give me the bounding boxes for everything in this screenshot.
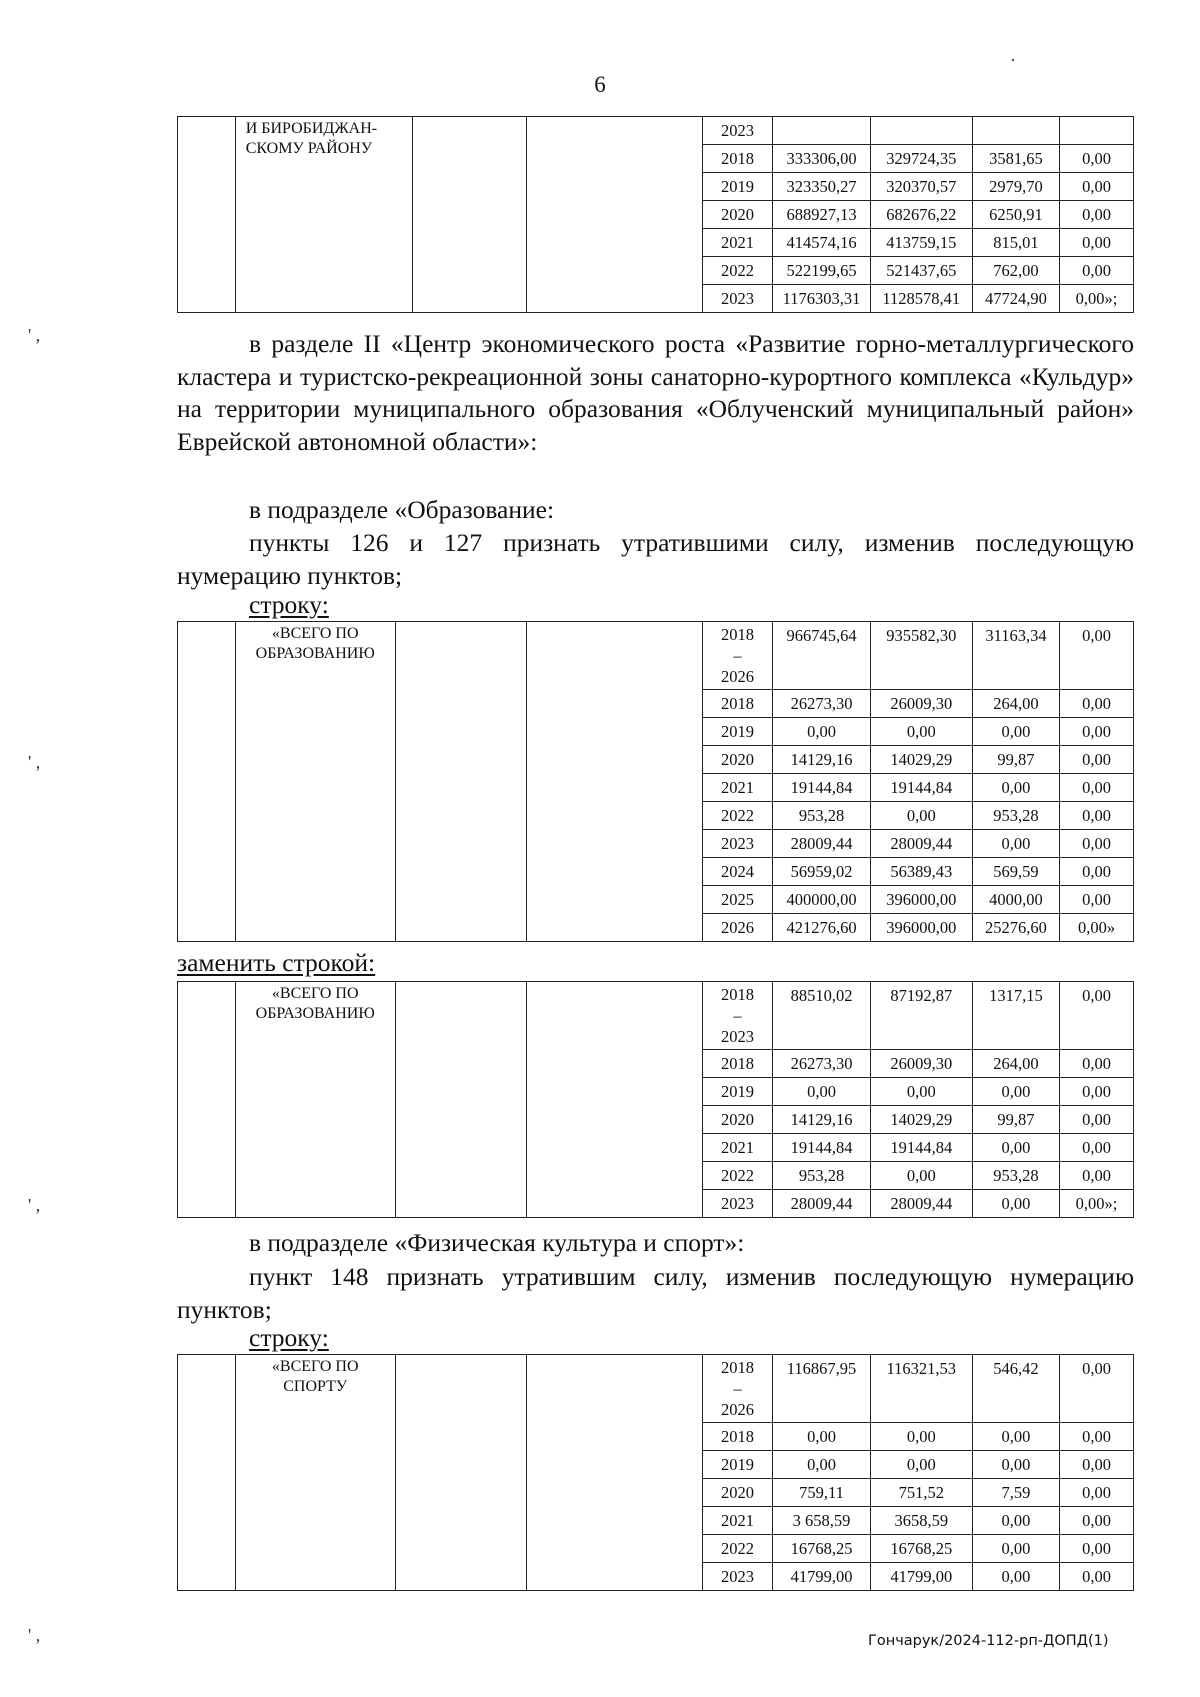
value-cell-v1: 26273,30 xyxy=(773,690,870,718)
source-cell xyxy=(527,1355,702,1591)
year-cell: 2020 xyxy=(702,1479,773,1507)
value-cell-v4: 0,00 xyxy=(1060,1535,1134,1563)
name-line: «ВСЕГО ПО xyxy=(271,625,359,642)
value-cell-v2: 320370,57 xyxy=(870,173,972,201)
scan-speck: ' , xyxy=(28,1625,41,1645)
value-cell-v3: 264,00 xyxy=(972,1050,1059,1078)
name-line: «ВСЕГО ПО xyxy=(271,985,359,1002)
value-cell-v2: 26009,30 xyxy=(870,1050,972,1078)
number-cell xyxy=(178,117,236,313)
value-cell-v4: 0,00»; xyxy=(1060,1190,1134,1218)
value-cell-v1: 966745,64 xyxy=(773,622,870,690)
subsection-sport-heading: в подразделе «Физическая культура и спорт»: xyxy=(249,1228,745,1257)
value-cell-v2: 0,00 xyxy=(870,1451,972,1479)
value-cell-v2: 19144,84 xyxy=(870,1134,972,1162)
scan-speck: ' , xyxy=(28,1195,41,1215)
value-cell-v2: 0,00 xyxy=(870,1078,972,1106)
value-cell-v2: 56389,43 xyxy=(870,858,972,886)
year-cell: 2021 xyxy=(702,229,773,257)
value-cell-v1: 16768,25 xyxy=(773,1535,870,1563)
value-cell-v2: 329724,35 xyxy=(870,145,972,173)
value-cell-v1: 56959,02 xyxy=(773,858,870,886)
period-cell xyxy=(702,1355,773,1423)
value-cell-v1: 19144,84 xyxy=(773,1134,870,1162)
value-cell-v3: 4000,00 xyxy=(972,886,1059,914)
value-cell-v2: 0,00 xyxy=(870,1423,972,1451)
value-cell-v4: 0,00 xyxy=(1060,173,1134,201)
value-cell-v2: 1128578,41 xyxy=(870,285,972,313)
year-cell: 2018 xyxy=(702,1050,773,1078)
value-cell-v3: 0,00 xyxy=(972,1423,1059,1451)
value-cell-v3: 569,59 xyxy=(972,858,1059,886)
year-cell: 2023 xyxy=(702,830,773,858)
executor-cell xyxy=(395,982,527,1218)
name-line: ОБРАЗОВАНИЮ xyxy=(255,1005,375,1022)
year-cell: 2020 xyxy=(702,1106,773,1134)
value-cell-v2: 3658,59 xyxy=(870,1507,972,1535)
value-cell-v3: 0,00 xyxy=(972,1078,1059,1106)
value-cell-v3: 0,00 xyxy=(972,1451,1059,1479)
value-cell-v4: 0,00 xyxy=(1060,982,1134,1050)
value-cell-v4: 0,00 xyxy=(1060,802,1134,830)
name-cell xyxy=(235,982,395,1218)
value-cell-v3: 0,00 xyxy=(972,774,1059,802)
section-ii-paragraph: в разделе II «Центр экономического роста «Развитие горно-металлургического кластера и туристско-рекреационной зоны санаторно-курортного комплекса «Кульдур» на территории муниципального образования «Облученский муниципальный район» Еврейской автономной области»: xyxy=(177,329,1134,456)
points-sport-paragraph: пункт 148 признать утратившим силу, изменив последующую нумерацию пунктов; xyxy=(177,1262,1134,1324)
source-cell xyxy=(527,622,702,942)
value-cell-v4: 0,00 xyxy=(1060,622,1134,690)
year-cell: 2020 xyxy=(702,201,773,229)
education-total-table-old xyxy=(177,621,1134,942)
period-line: 2018 xyxy=(720,985,754,1004)
name-cell xyxy=(235,117,412,313)
value-cell-v1: 1176303,31 xyxy=(773,285,870,313)
line-label: строку: xyxy=(249,590,329,619)
year-cell: 2022 xyxy=(702,257,773,285)
number-cell xyxy=(178,1355,236,1591)
name-cell xyxy=(235,622,395,942)
name-line: И БИРОБИДЖАН- xyxy=(245,120,378,137)
value-cell-v1: 14129,16 xyxy=(773,1106,870,1134)
year-cell: 2018 xyxy=(702,690,773,718)
year-cell: 2018 xyxy=(702,145,773,173)
value-cell-v4: 0,00 xyxy=(1060,886,1134,914)
value-cell-v4: 0,00 xyxy=(1060,1479,1134,1507)
table-row xyxy=(178,622,1134,690)
year-cell: 2023 xyxy=(702,117,773,145)
value-cell-v3: 2979,70 xyxy=(972,173,1059,201)
source-cell xyxy=(527,982,702,1218)
period-line: 2018 xyxy=(720,625,754,644)
year-cell: 2023 xyxy=(702,1563,773,1591)
value-cell-v1: 14129,16 xyxy=(773,746,870,774)
value-cell-v3: 264,00 xyxy=(972,690,1059,718)
period-line: – xyxy=(733,1379,742,1398)
value-cell-v2: 682676,22 xyxy=(870,201,972,229)
value-cell-v1: 19144,84 xyxy=(773,774,870,802)
value-cell-v1: 0,00 xyxy=(773,1423,870,1451)
period-line: 2018 xyxy=(720,1358,754,1377)
value-cell-v3: 0,00 xyxy=(972,1134,1059,1162)
value-cell-v2: 28009,44 xyxy=(870,1190,972,1218)
year-cell: 2019 xyxy=(702,173,773,201)
value-cell-v4: 0,00 xyxy=(1060,1451,1134,1479)
value-cell-v2: 521437,65 xyxy=(870,257,972,285)
value-cell-v3: 0,00 xyxy=(972,1507,1059,1535)
value-cell-v4: 0,00 xyxy=(1060,201,1134,229)
line-label-2: строку: xyxy=(249,1323,329,1352)
value-cell-v3: 953,28 xyxy=(972,802,1059,830)
number-cell xyxy=(178,982,236,1218)
value-cell-v3: 0,00 xyxy=(972,1563,1059,1591)
executor-cell xyxy=(395,622,527,942)
year-cell: 2023 xyxy=(702,1190,773,1218)
number-cell xyxy=(178,622,236,942)
value-cell-v4: 0,00»; xyxy=(1060,285,1134,313)
value-cell-v3: 953,28 xyxy=(972,1162,1059,1190)
value-cell-v3: 0,00 xyxy=(972,1535,1059,1563)
value-cell-v4: 0,00 xyxy=(1060,1423,1134,1451)
value-cell-v3: 762,00 xyxy=(972,257,1059,285)
value-cell-v1: 323350,27 xyxy=(773,173,870,201)
value-cell-v4: 0,00 xyxy=(1060,1563,1134,1591)
year-cell: 2020 xyxy=(702,746,773,774)
value-cell-v1: 0,00 xyxy=(773,718,870,746)
period-line: – xyxy=(733,646,742,665)
year-cell: 2026 xyxy=(702,914,773,942)
value-cell-v4: 0,00 xyxy=(1060,1162,1134,1190)
value-cell-v1: 522199,65 xyxy=(773,257,870,285)
value-cell-v3: 3581,65 xyxy=(972,145,1059,173)
value-cell-v1: 400000,00 xyxy=(773,886,870,914)
value-cell-v2 xyxy=(870,117,972,145)
name-line: СПОРТУ xyxy=(283,1378,348,1395)
value-cell-v4: 0,00 xyxy=(1060,229,1134,257)
value-cell-v2: 116321,53 xyxy=(870,1355,972,1423)
table-row xyxy=(178,117,1134,145)
value-cell-v3: 0,00 xyxy=(972,830,1059,858)
value-cell-v2: 0,00 xyxy=(870,802,972,830)
value-cell-v1: 88510,02 xyxy=(773,982,870,1050)
value-cell-v4: 0,00 xyxy=(1060,1106,1134,1134)
year-cell: 2022 xyxy=(702,1535,773,1563)
value-cell-v2: 0,00 xyxy=(870,718,972,746)
value-cell-v2: 0,00 xyxy=(870,1162,972,1190)
year-cell: 2021 xyxy=(702,1507,773,1535)
value-cell-v3: 546,42 xyxy=(972,1355,1059,1423)
value-cell-v2: 26009,30 xyxy=(870,690,972,718)
value-cell-v3 xyxy=(972,117,1059,145)
value-cell-v1: 0,00 xyxy=(773,1451,870,1479)
executor-cell xyxy=(412,117,526,313)
value-cell-v2: 14029,29 xyxy=(870,1106,972,1134)
value-cell-v3: 99,87 xyxy=(972,1106,1059,1134)
value-cell-v2: 751,52 xyxy=(870,1479,972,1507)
value-cell-v4: 0,00 xyxy=(1060,1507,1134,1535)
year-cell: 2024 xyxy=(702,858,773,886)
document-footer-code: Гончарук/2024-112-рп-ДОПД(1) xyxy=(868,1633,1109,1649)
value-cell-v1: 28009,44 xyxy=(773,1190,870,1218)
value-cell-v1: 0,00 xyxy=(773,1078,870,1106)
value-cell-v3: 25276,60 xyxy=(972,914,1059,942)
year-cell: 2019 xyxy=(702,718,773,746)
value-cell-v1: 421276,60 xyxy=(773,914,870,942)
value-cell-v2: 41799,00 xyxy=(870,1563,972,1591)
name-line: СКОМУ РАЙОНУ xyxy=(245,140,373,157)
year-cell: 2023 xyxy=(702,285,773,313)
education-total-table-new xyxy=(177,981,1134,1218)
value-cell-v3: 0,00 xyxy=(972,1190,1059,1218)
name-line: ОБРАЗОВАНИЮ xyxy=(255,645,375,662)
value-cell-v3: 1317,15 xyxy=(972,982,1059,1050)
value-cell-v1: 333306,00 xyxy=(773,145,870,173)
value-cell-v1: 953,28 xyxy=(773,1162,870,1190)
period-line: 2026 xyxy=(720,1400,754,1419)
value-cell-v4: 0,00» xyxy=(1060,914,1134,942)
period-cell xyxy=(702,982,773,1050)
table-row xyxy=(178,1355,1134,1423)
value-cell-v3: 99,87 xyxy=(972,746,1059,774)
value-cell-v4 xyxy=(1060,117,1134,145)
value-cell-v3: 31163,34 xyxy=(972,622,1059,690)
year-cell: 2019 xyxy=(702,1451,773,1479)
value-cell-v4: 0,00 xyxy=(1060,1078,1134,1106)
sport-total-table xyxy=(177,1354,1134,1591)
year-cell: 2021 xyxy=(702,1134,773,1162)
value-cell-v4: 0,00 xyxy=(1060,145,1134,173)
value-cell-v1: 26273,30 xyxy=(773,1050,870,1078)
scan-speck: · xyxy=(1010,50,1016,70)
year-cell: 2019 xyxy=(702,1078,773,1106)
value-cell-v2: 16768,25 xyxy=(870,1535,972,1563)
year-cell: 2022 xyxy=(702,1162,773,1190)
value-cell-v1: 28009,44 xyxy=(773,830,870,858)
value-cell-v1: 759,11 xyxy=(773,1479,870,1507)
value-cell-v2: 413759,15 xyxy=(870,229,972,257)
value-cell-v4: 0,00 xyxy=(1060,257,1134,285)
name-line: «ВСЕГО ПО xyxy=(271,1358,359,1375)
year-cell: 2018 xyxy=(702,1423,773,1451)
source-cell xyxy=(527,117,702,313)
table-row xyxy=(178,982,1134,1050)
year-cell: 2021 xyxy=(702,774,773,802)
scan-speck: ' , xyxy=(28,325,41,345)
period-cell xyxy=(702,622,773,690)
value-cell-v1: 3 658,59 xyxy=(773,1507,870,1535)
value-cell-v2: 396000,00 xyxy=(870,914,972,942)
value-cell-v4: 0,00 xyxy=(1060,1050,1134,1078)
replace-label: заменить строкой: xyxy=(177,948,376,977)
value-cell-v4: 0,00 xyxy=(1060,830,1134,858)
value-cell-v3: 47724,90 xyxy=(972,285,1059,313)
value-cell-v1: 116867,95 xyxy=(773,1355,870,1423)
executor-cell xyxy=(395,1355,527,1591)
year-cell: 2022 xyxy=(702,802,773,830)
value-cell-v1: 953,28 xyxy=(773,802,870,830)
year-cell: 2025 xyxy=(702,886,773,914)
value-cell-v1: 688927,13 xyxy=(773,201,870,229)
value-cell-v3: 7,59 xyxy=(972,1479,1059,1507)
value-cell-v1 xyxy=(773,117,870,145)
value-cell-v3: 0,00 xyxy=(972,718,1059,746)
period-line: 2023 xyxy=(720,1027,754,1046)
value-cell-v2: 87192,87 xyxy=(870,982,972,1050)
value-cell-v2: 396000,00 xyxy=(870,886,972,914)
value-cell-v1: 41799,00 xyxy=(773,1563,870,1591)
budget-table-birobidzhan xyxy=(177,116,1134,313)
value-cell-v2: 28009,44 xyxy=(870,830,972,858)
subsection-education-heading: в подразделе «Образование: xyxy=(249,495,555,524)
points-education-paragraph: пункты 126 и 127 признать утратившими силу, изменив последующую нумерацию пунктов; xyxy=(177,528,1134,590)
value-cell-v3: 815,01 xyxy=(972,229,1059,257)
scan-speck: ' , xyxy=(28,752,41,772)
value-cell-v4: 0,00 xyxy=(1060,746,1134,774)
value-cell-v4: 0,00 xyxy=(1060,718,1134,746)
value-cell-v4: 0,00 xyxy=(1060,690,1134,718)
value-cell-v4: 0,00 xyxy=(1060,1355,1134,1423)
period-line: – xyxy=(733,1006,742,1025)
name-cell xyxy=(235,1355,395,1591)
value-cell-v2: 935582,30 xyxy=(870,622,972,690)
value-cell-v1: 414574,16 xyxy=(773,229,870,257)
value-cell-v4: 0,00 xyxy=(1060,1134,1134,1162)
value-cell-v3: 6250,91 xyxy=(972,201,1059,229)
page-number: 6 xyxy=(594,72,606,97)
value-cell-v4: 0,00 xyxy=(1060,774,1134,802)
value-cell-v2: 19144,84 xyxy=(870,774,972,802)
period-line: 2026 xyxy=(720,667,754,686)
value-cell-v2: 14029,29 xyxy=(870,746,972,774)
value-cell-v4: 0,00 xyxy=(1060,858,1134,886)
